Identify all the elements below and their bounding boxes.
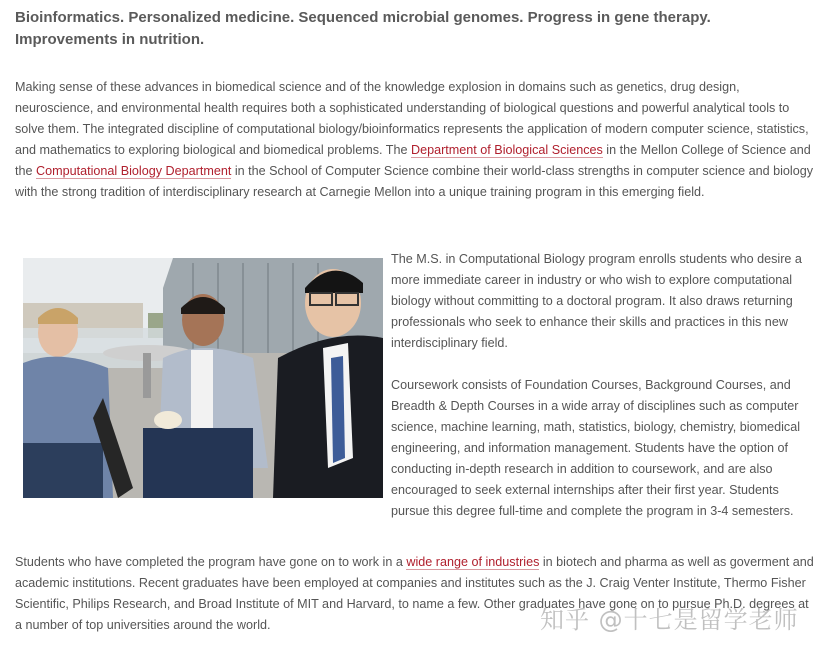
careers-paragraph: [15, 552, 815, 636]
ms-program-paragraph: The M.S. in Computational Biology program enrolls students who desire a more immediate career in industry or who wish to explore computational biology without committing to a doctoral program. It also draws returning professionals who seek to enhance their skills and practices in this new interdisciplinary field.: [391, 252, 802, 350]
students-photo-image: [23, 258, 383, 498]
link-department-of-biological-sciences[interactable]: Department of Biological Sciences: [411, 143, 603, 157]
intro-paragraph: [15, 77, 815, 203]
lead-heading: Bioinformatics. Personalized medicine. Sequenced microbial genomes. Progress in gene therapy. Improvements in nutrition.: [15, 9, 711, 48]
intro-text-3: in the School of Computer Science combine their world-class strengths in computer science and biology with the strong tradition of interdisciplinary research at Carnegie Mellon into a unique training program in this emerging field.: [15, 164, 814, 199]
link-wide-range-of-industries[interactable]: wide range of industries: [406, 555, 540, 569]
careers-text-1: Students who have completed the program have gone on to work in a: [15, 555, 407, 569]
link-computational-biology-department[interactable]: Computational Biology Department: [36, 164, 232, 178]
watermark: 知乎 @十七是留学老师: [540, 606, 799, 634]
program-section: [15, 249, 815, 522]
careers-text-2: in biotech and pharma as well as goverment and academic institutions. Recent graduates have been employed at companies and institutes such as the J. Craig Venter Institute, Thermo Fisher Scientific, Philips Research, and Broad Institute of MIT and Harvard, to name a few. Other graduates have gone on to pursue Ph.D. degrees at a number of top universities around the world.: [15, 555, 814, 632]
students-photo: [23, 258, 383, 498]
intro-text-1: Making sense of these advances in biomedical science and of the knowledge explosion in domains such as genetics, drug design, neuroscience, and environmental health requires both a sophisticated understanding of biological questions and powerful analytical tools to solve them. The integrated discipline of computational biology/bioinformatics represents the application of modern computer science, statistics, and mathematics to exploring biological and biomedical problems. The: [15, 80, 809, 157]
intro-text-2: in the Mellon College of Science and the: [15, 143, 811, 178]
coursework-paragraph: Coursework consists of Foundation Courses, Background Courses, and Breadth & Depth Courses in a wide array of disciplines such as computer science, machine learning, math, statistics, biology, chemistry, biomedical engineering, and information management. Students have the option of conducting in-depth research in addition to coursework, and are also encouraged to seek external internships after their first year. Students pursue this degree full-time and complete the program in 3-4 semesters.: [391, 378, 801, 518]
